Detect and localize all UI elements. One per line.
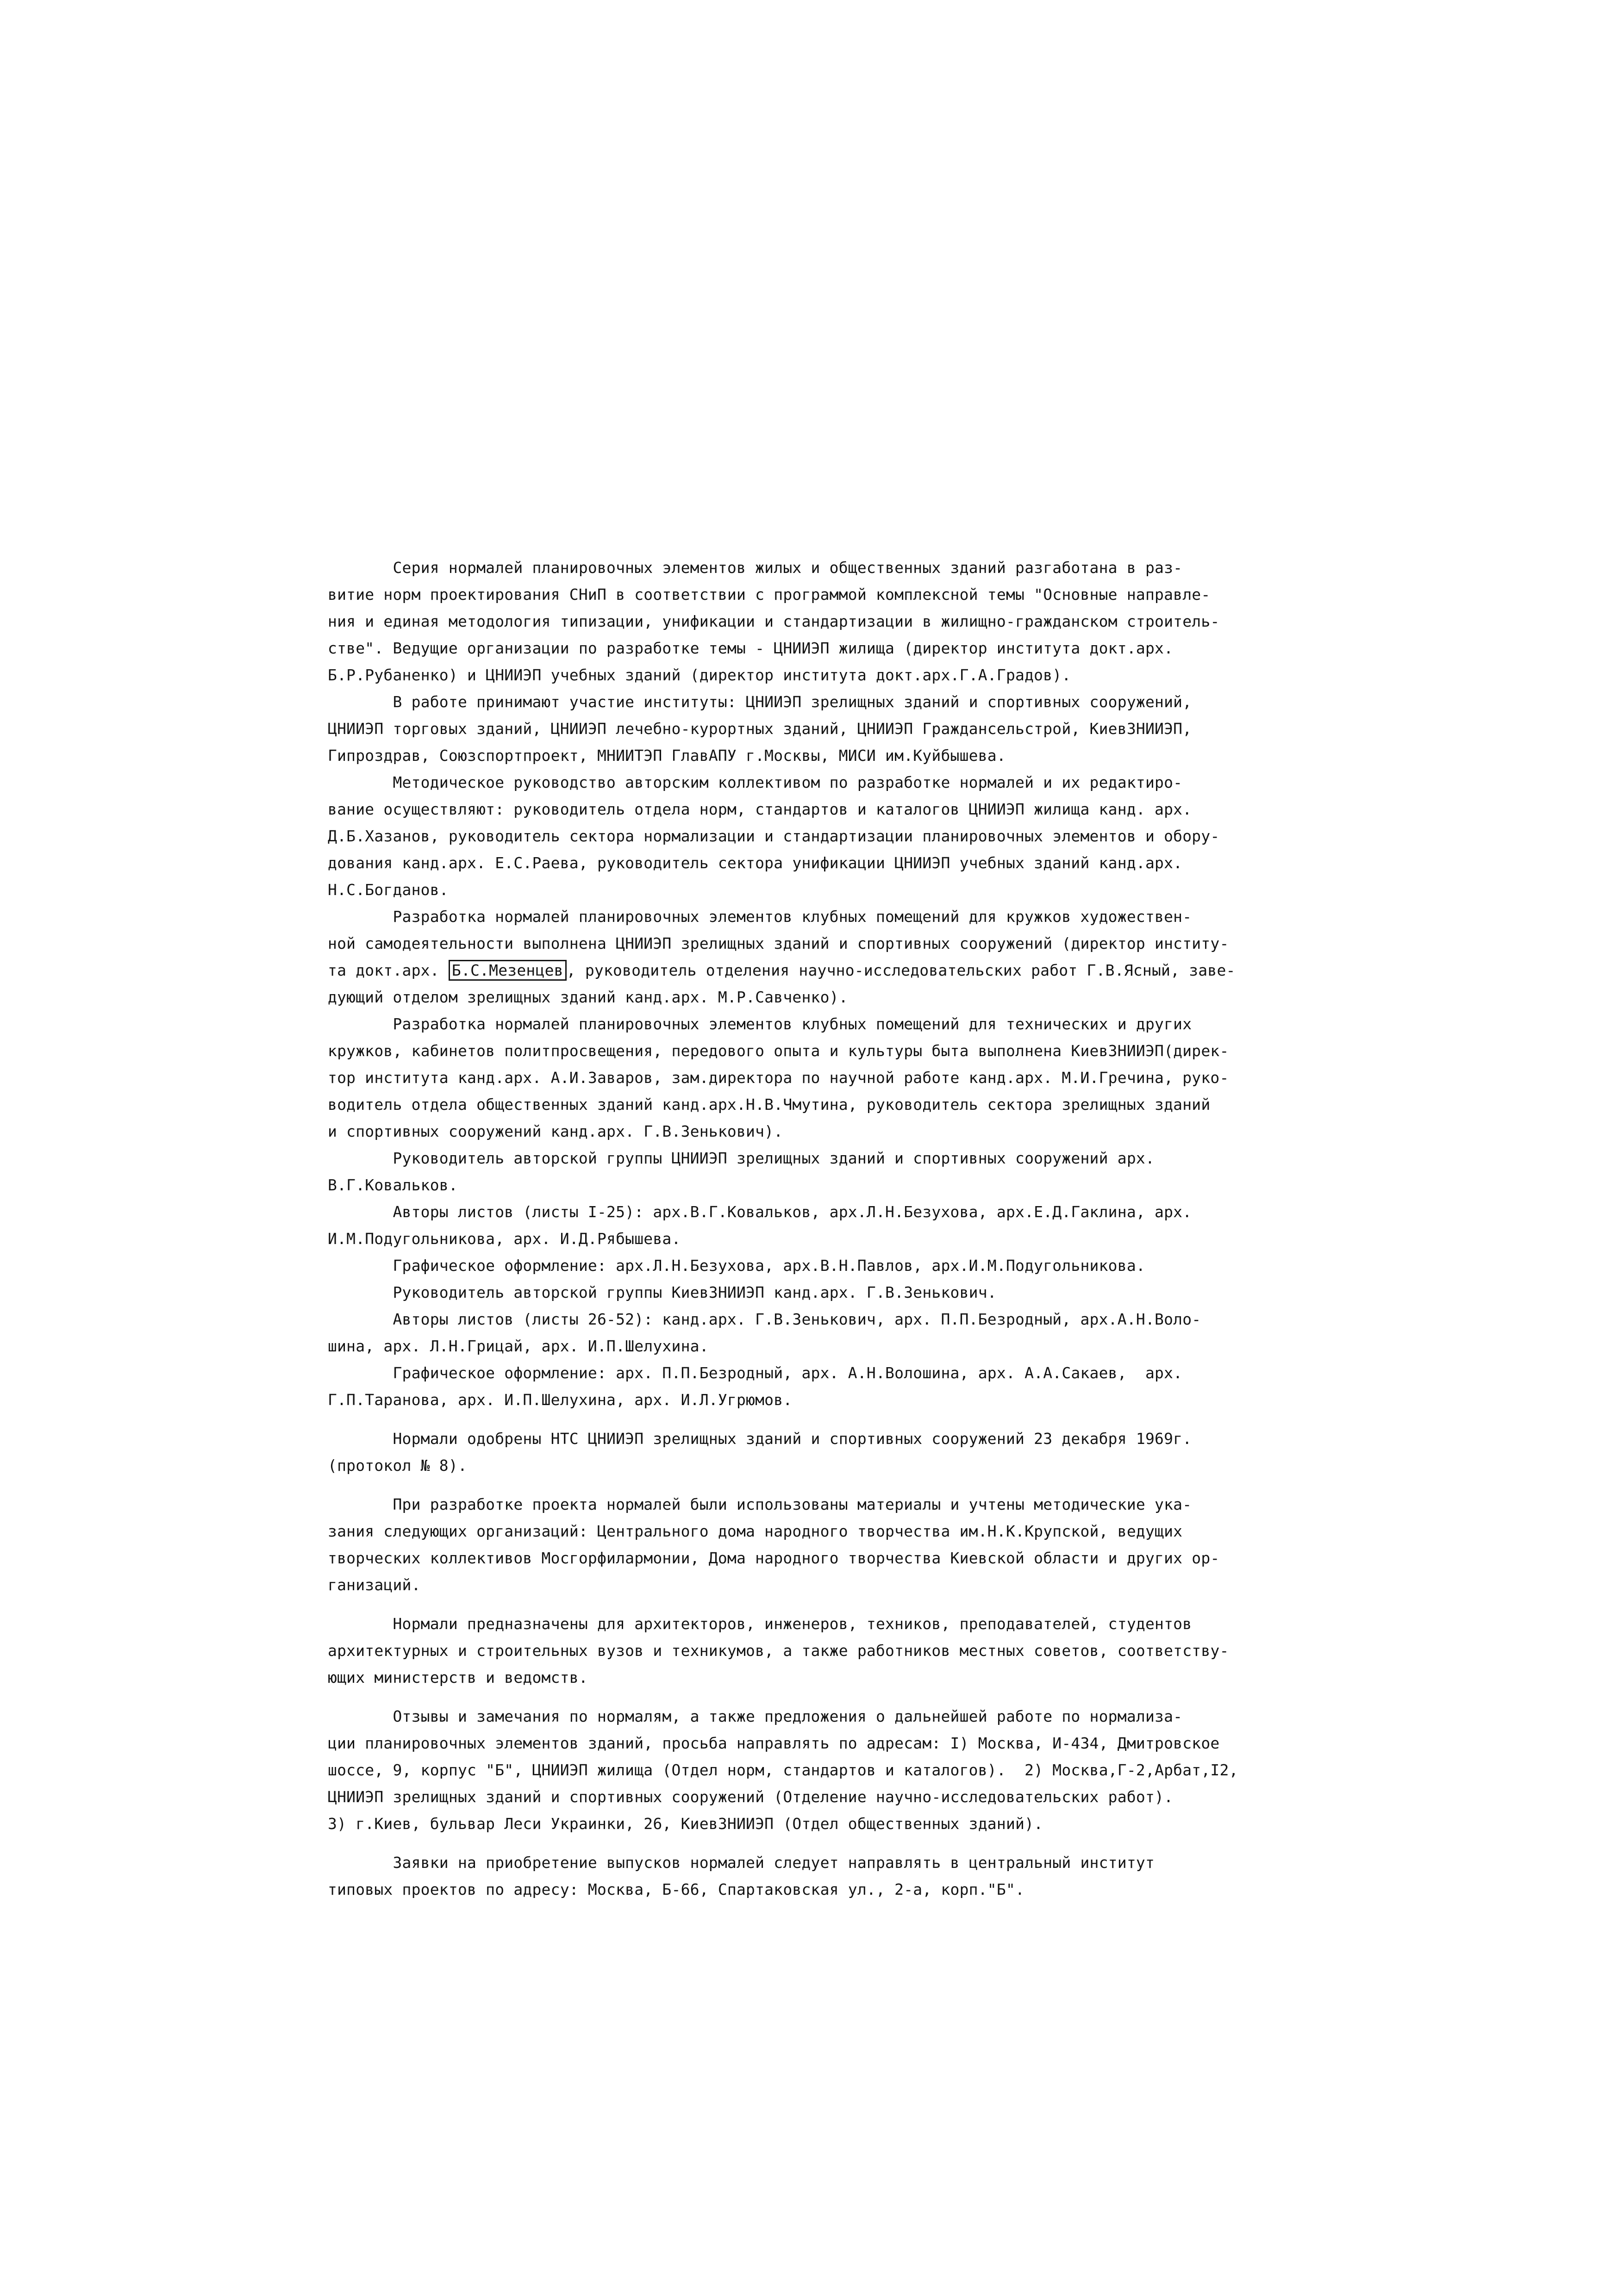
text-line: Разработка нормалей планировочных элементов клубных помещений для кружков художествен- <box>328 908 1192 926</box>
paragraph <box>328 1703 1268 1837</box>
paragraph <box>328 769 1268 903</box>
text-line: шина, арх. Л.Н.Грицай, арх. И.П.Шелухина. <box>328 1337 709 1355</box>
text-line: Нормали предназначены для архитекторов, инженеров, техников, преподавателей, студентов <box>328 1615 1192 1633</box>
paragraph <box>328 1011 1268 1145</box>
text-line: кружков, кабинетов политпросвещения, передового опыта и культуры быта выполнена КиевЗНИИЭП(дирек- <box>328 1042 1229 1060</box>
text-line: Серия нормалей планировочных элементов жилых и общественных зданий разгаботана в раз- <box>328 559 1183 577</box>
paragraph <box>328 1145 1268 1199</box>
boxed-name: Б.С.Мезенцев <box>449 960 567 981</box>
text-line: 3) г.Киев, бульвар Леси Украинки, 26, КиевЗНИИЭП (Отдел общественных зданий). <box>328 1815 1043 1833</box>
paragraph <box>328 1611 1268 1691</box>
text-line: архитектурных и строительных вузов и техникумов, а также работников местных советов, соответству- <box>328 1642 1229 1660</box>
text-line: Г.П.Таранова, арх. И.П.Шелухина, арх. И.Л.Угрюмов. <box>328 1391 793 1409</box>
text-line: витие норм проектирования СНиП в соответствии с программой комплексной темы "Основные направле- <box>328 585 1211 604</box>
paragraph <box>328 1199 1268 1252</box>
paragraph <box>328 903 1268 1011</box>
paragraph <box>328 1252 1268 1279</box>
text-line: зания следующих организаций: Центрального дома народного творчества им.Н.К.Крупской, ведущих <box>328 1522 1183 1540</box>
text-line: Нормали одобрены НТС ЦНИИЭП зрелищных зданий и спортивных сооружений 23 декабря 1969г. <box>328 1430 1192 1448</box>
text-line: ЦНИИЭП торговых зданий, ЦНИИЭП лечебно-курортных зданий, ЦНИИЭП Граждансельстрой, КиевЗНИИЭП, <box>328 720 1192 738</box>
text-line: ции планировочных элементов зданий, просьба направлять по адресам: I) Москва, И-434, Дмитровское <box>328 1734 1220 1752</box>
text-line: Гипроздрав, Союзспортпроект, МНИИТЭП ГлавАПУ г.Москвы, МИСИ им.Куйбышева. <box>328 747 1006 765</box>
document-body <box>328 554 1268 1903</box>
text-line: Отзывы и замечания по нормалям, а также предложения о дальнейшей работе по нормализа- <box>328 1707 1183 1725</box>
paragraph <box>328 1279 1268 1306</box>
text-line: И.М.Подугольникова, арх. И.Д.Рябышева. <box>328 1230 681 1248</box>
text-line: Авторы листов (листы I-25): арх.В.Г.Ковальков, арх.Л.Н.Безухова, арх.Е.Д.Гаклина, арх. <box>328 1203 1192 1221</box>
text-line: Графическое оформление: арх.Л.Н.Безухова, арх.В.Н.Павлов, арх.И.М.Подугольникова. <box>328 1257 1145 1275</box>
text-line: стве". Ведущие организации по разработке темы - ЦНИИЭП жилища (директор института докт.арх. <box>328 639 1174 657</box>
text-line: ной самодеятельности выполнена ЦНИИЭП зрелищных зданий и спортивных сооружений (директор институ- <box>328 934 1229 952</box>
paragraph <box>328 1491 1268 1599</box>
text-line: Методическое руководство авторским коллективом по разработке нормалей и их редактиро- <box>328 773 1183 791</box>
text-line: Графическое оформление: арх. П.П.Безродный, арх. А.Н.Волошина, арх. А.А.Сакаев, арх. <box>328 1364 1183 1382</box>
text-line: дования канд.арх. Е.С.Раева, руководитель сектора унификации ЦНИИЭП учебных зданий канд.арх. <box>328 854 1183 872</box>
text-line: Б.Р.Рубаненко) и ЦНИИЭП учебных зданий (директор института докт.арх.Г.А.Градов). <box>328 666 1071 684</box>
text-line: При разработке проекта нормалей были использованы материалы и учтены методические ука- <box>328 1495 1192 1513</box>
text-line: Разработка нормалей планировочных элементов клубных помещений для технических и других <box>328 1015 1192 1033</box>
text-line: ЦНИИЭП зрелищных зданий и спортивных сооружений (Отделение научно-исследовательских работ). <box>328 1788 1174 1806</box>
text-line: и спортивных сооружений канд.арх. Г.В.Зенькович). <box>328 1122 783 1140</box>
text-line: Н.С.Богданов. <box>328 881 449 899</box>
text-line: водитель отдела общественных зданий канд.арх.Н.В.Чмутина, руководитель сектора зрелищных зданий <box>328 1095 1211 1114</box>
paragraph <box>328 1306 1268 1360</box>
text-line: тор института канд.арх. А.И.Заваров, зам.директора по научной работе канд.арх. М.И.Гречина, руко- <box>328 1069 1229 1087</box>
text-line: Д.Б.Хазанов, руководитель сектора нормализации и стандартизации планировочных элементов и обору- <box>328 827 1220 845</box>
text-line <box>328 957 1268 984</box>
paragraph <box>328 689 1268 769</box>
paragraph <box>328 1425 1268 1479</box>
text-line: В работе принимают участие институты: ЦНИИЭП зрелищных зданий и спортивных сооружений, <box>328 693 1192 711</box>
paragraph <box>328 1849 1268 1903</box>
text-line: шоссе, 9, корпус "Б", ЦНИИЭП жилища (Отдел норм, стандартов и каталогов). 2) Москва,Г-2,Арбат,I2, <box>328 1761 1238 1779</box>
text-line: ганизаций. <box>328 1576 421 1594</box>
text-segment: , руководитель отделения научно-исследовательских работ Г.В.Ясный, заве- <box>566 961 1236 979</box>
text-line: В.Г.Ковальков. <box>328 1176 458 1194</box>
paragraph <box>328 554 1268 689</box>
text-line: вание осуществляют: руководитель отдела норм, стандартов и каталогов ЦНИИЭП жилища канд. арх. <box>328 800 1192 818</box>
text-line: ющих министерств и ведомств. <box>328 1668 588 1686</box>
text-line: Авторы листов (листы 26-52): канд.арх. Г.В.Зенькович, арх. П.П.Безродный, арх.А.Н.Воло- <box>328 1310 1201 1328</box>
text-line: типовых проектов по адресу: Москва, Б-66, Спартаковская ул., 2-а, корп."Б". <box>328 1880 1025 1898</box>
text-line: Заявки на приобретение выпусков нормалей следует направлять в центральный институт <box>328 1854 1155 1872</box>
text-line: ния и единая методология типизации, унификации и стандартизации в жилищно-гражданском строитель- <box>328 612 1220 630</box>
paragraph <box>328 1360 1268 1413</box>
text-line: дующий отделом зрелищных зданий канд.арх. М.Р.Савченко). <box>328 988 848 1006</box>
text-line: Руководитель авторской группы ЦНИИЭП зрелищных зданий и спортивных сооружений арх. <box>328 1149 1155 1167</box>
text-line: (протокол № 8). <box>328 1456 468 1475</box>
text-line: Руководитель авторской группы КиевЗНИИЭП канд.арх. Г.В.Зенькович. <box>328 1283 997 1301</box>
text-line: творческих коллективов Мосгорфилармонии, Дома народного творчества Киевской области и других ор- <box>328 1549 1220 1567</box>
text-segment: та докт.арх. <box>328 961 449 979</box>
